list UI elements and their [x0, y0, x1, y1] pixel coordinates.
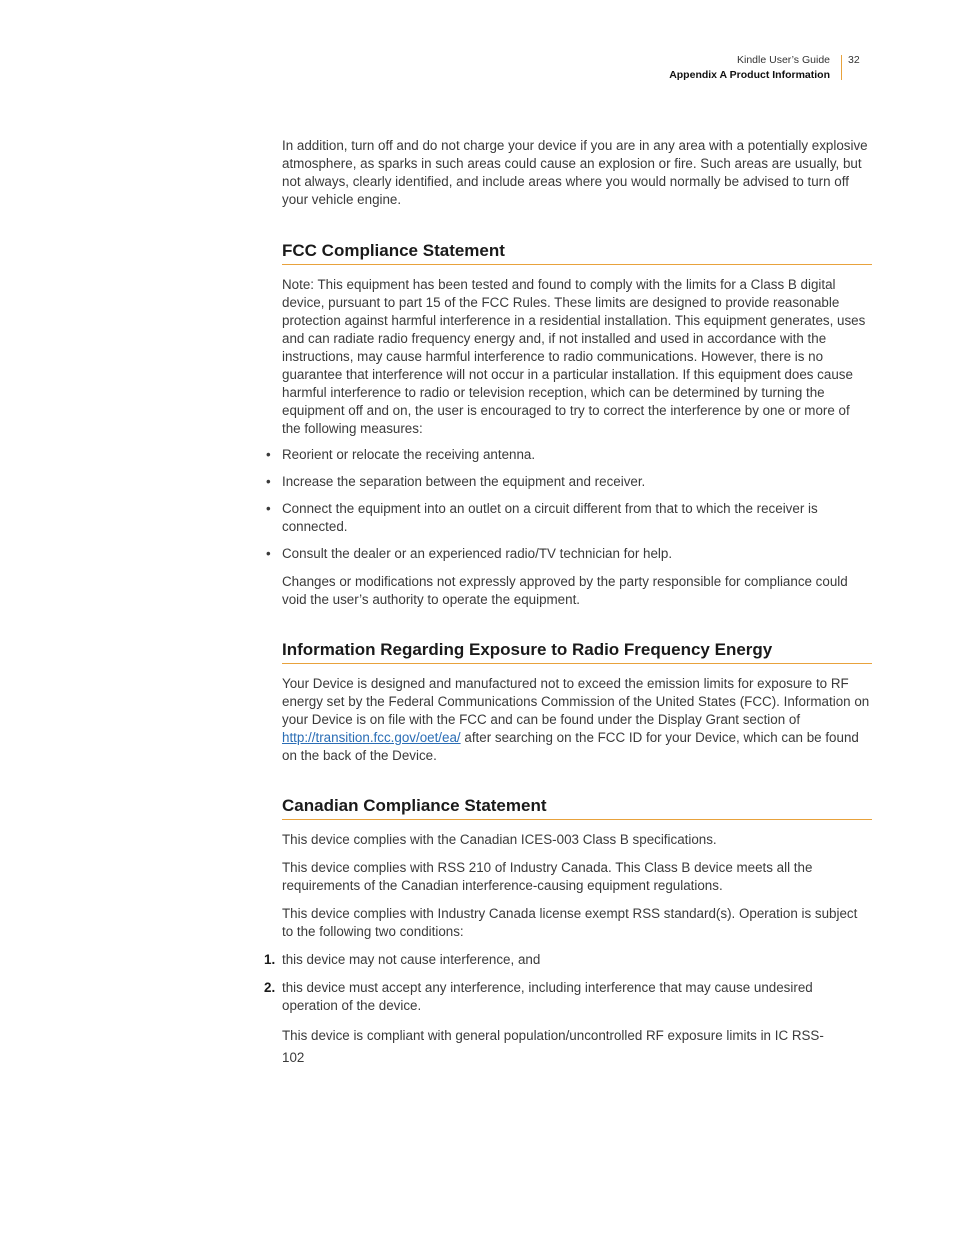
rf-text-after: after searching on the FCC ID for your Device, which can be found on the back of the Device. — [282, 730, 859, 763]
running-header — [600, 53, 830, 83]
header-subtitle: Appendix A Product Information — [669, 69, 830, 81]
list-item — [266, 473, 872, 491]
list-item-text: Consult the dealer or an experienced radio/TV technician for help. — [282, 546, 673, 561]
canada-p4-text: This device is compliant with general population/uncontrolled RF exposure limits in IC RSS- — [282, 1028, 824, 1043]
bullet-glyph: • — [266, 447, 271, 462]
rf-heading: Information Regarding Exposure to Radio Frequency Energy — [282, 639, 872, 664]
fcc-heading: FCC Compliance Statement — [282, 240, 872, 265]
bullet-glyph: • — [266, 474, 271, 489]
list-item-text: Reorient or relocate the receiving antenna. — [282, 447, 536, 462]
list-item — [266, 545, 872, 563]
header-title: Kindle User’s Guide — [737, 54, 830, 66]
list-item-text: Increase the separation between the equipment and receiver. — [282, 474, 646, 489]
page-content — [264, 137, 872, 1069]
canada-p4-continuation: 102 — [282, 1050, 305, 1065]
list-number: 1. — [264, 952, 276, 967]
canada-paragraph-4 — [282, 1025, 872, 1069]
list-item-text: this device must accept any interference, including interference that may cause undesired operation of the device. — [282, 980, 813, 1013]
list-item — [264, 951, 872, 969]
list-item-text: Connect the equipment into an outlet on a circuit different from that to which the receiver is connected. — [282, 501, 818, 534]
rf-paragraph — [282, 675, 872, 765]
intro-paragraph: In addition, turn off and do not charge your device if you are in any area with a potentially explosive atmosphere, as sparks in such areas could cause an explosion or fire. Such areas are usually, but not always, clearly identified, and include areas where you would normally be advised to turn off your vehicle engine. — [282, 138, 868, 207]
rf-text-before: Your Device is designed and manufactured not to exceed the emission limits for exposure to RF energy set by the Federal Communications Commission of the United States (FCC). Information on your Device is on file with the FCC and can be found under the Display Grant section of — [282, 676, 870, 727]
canada-heading: Canadian Compliance Statement — [282, 795, 872, 820]
list-item-text: this device may not cause interference, and — [282, 952, 541, 967]
fcc-note-paragraph: Note: This equipment has been tested and found to comply with the limits for a Class B digital device, pursuant to part 15 of the FCC Rules. These limits are designed to provide reasonable protection against harmful interference in a residential installation. This equipment generates, uses and can radiate radio frequency energy and, if not installed and used in accordance with the instructions, may cause harmful interference to radio communications. However, there is no guarantee that interference will not occur in a particular installation. If this equipment does cause harmful interference to radio or television reception, which can be determined by turning the equipment off and on, the user is encouraged to try to correct the interference by one or more of the following measures: — [282, 277, 866, 436]
canada-paragraph-3: This device complies with Industry Canada license exempt RSS standard(s). Operation is subject to the following two conditions: — [282, 906, 858, 939]
canada-conditions-list — [264, 951, 872, 1015]
bullet-glyph: • — [266, 501, 271, 516]
list-item — [266, 446, 872, 464]
page-number: 32 — [848, 54, 860, 66]
canada-paragraph-1: This device complies with the Canadian ICES-003 Class B specifications. — [282, 832, 717, 847]
bullet-glyph: • — [266, 546, 271, 561]
fcc-link[interactable]: http://transition.fcc.gov/oet/ea/ — [282, 730, 461, 745]
canada-paragraph-2: This device complies with RSS 210 of Industry Canada. This Class B device meets all the requirements of the Canadian interference-causing equipment regulations. — [282, 860, 813, 893]
list-item — [266, 500, 872, 536]
fcc-measures-list — [266, 446, 872, 563]
list-item — [264, 979, 872, 1015]
header-divider — [841, 55, 842, 80]
list-number: 2. — [264, 980, 276, 995]
fcc-changes-paragraph: Changes or modifications not expressly approved by the party responsible for compliance could void the user’s authority to operate the equipment. — [282, 574, 848, 607]
